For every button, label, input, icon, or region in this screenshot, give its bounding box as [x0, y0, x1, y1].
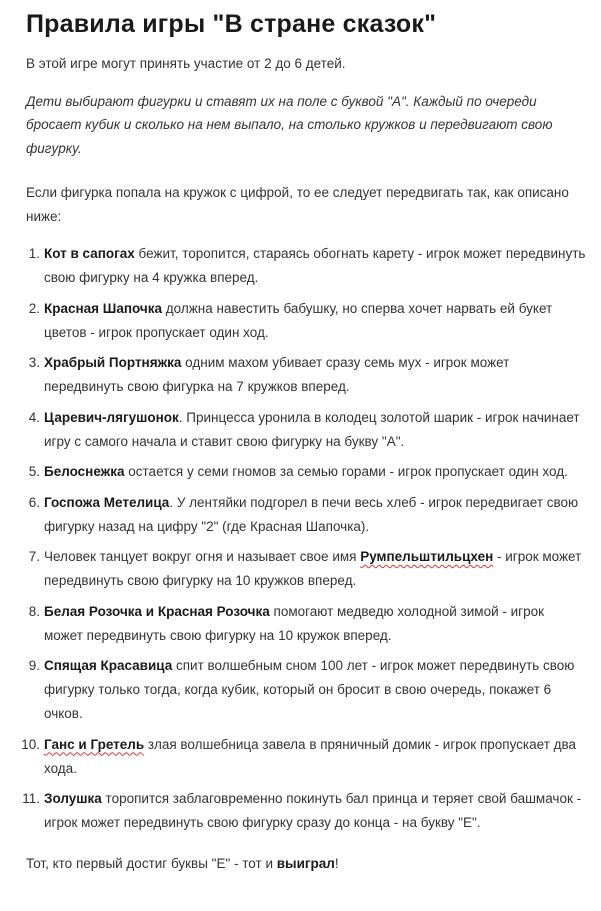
list-number: 1. [28, 246, 40, 261]
rules-list [21, 242, 586, 835]
rule-text: должна навестить бабушку, но сперва хочет нарвать ей букет цветов - игрок пропускает один ход. [44, 300, 553, 340]
list-item [26, 297, 586, 345]
character-name: Белоснежка [44, 464, 125, 479]
character-name: Белая Розочка и Красная Розочка [44, 603, 270, 619]
final-end: ! [334, 856, 339, 871]
rule-text: - игрок может передвинуть свою фигурку на 10 кружков вперед. [44, 549, 582, 588]
rule-text: одним махом убивает сразу семь мух - игрок может передвинуть свою фигурка на 7 кружков вперед. [44, 355, 510, 394]
list-item [26, 351, 586, 399]
italic-instruction: Дети выбирают фигурки и ставят их на поле с буквой "А". Каждый по очереди бросает кубик и сколько на нем выпало, на столько кружков и передвигают свою фигурку. [26, 93, 553, 156]
rule-text: помогают медведю холодной зимой - игрок может передвинуть свою фигурку на 10 кружок вперед. [44, 603, 545, 643]
rule-text: спит волшебным сном 100 лет - игрок может передвинуть свою фигурку только тогда, когда кубик, который он бросит в свою очередь, покажет 6 очков. [44, 658, 575, 721]
rule-text: . У лентяйки подгорел в печи весь хлеб - игрок передвигает свою фигурку назад на цифру "2" (где Красная Шапочка). [44, 494, 579, 534]
list-number: 8. [28, 603, 40, 619]
rule-pre-text: Человек танцует вокруг огня и называет свое имя [44, 549, 361, 564]
character-name: Красная Шапочка [44, 300, 163, 316]
character-name: Храбрый Портняжка [44, 355, 182, 370]
list-number: 6. [28, 494, 40, 510]
list-item [26, 545, 586, 593]
rule-text: злая волшебница завела в пряничный домик - игрок пропускает два хода. [44, 736, 577, 776]
list-item [22, 787, 586, 835]
list-number: 9. [28, 658, 40, 673]
rule-text: . Принцесса уронила в колодец золотой шарик - игрок начинает игру с самого начала и ставит свою фигурку на букву "А". [44, 409, 580, 449]
list-number: 2. [28, 300, 40, 316]
character-name: Кот в сапогах [44, 246, 135, 261]
character-name: Ганс и Гретель [44, 736, 145, 752]
character-name: Царевич-лягушонок [44, 409, 179, 425]
rules-document [21, 8, 586, 876]
list-item [26, 654, 586, 726]
rule-text: бежит, торопится, стараясь обогнать карету - игрок может передвинуть свою фигурку на 4 кружка вперед. [44, 246, 586, 285]
lead-paragraph: Если фигурка попала на кружок с цифрой, то ее следует передвигать так, как описано ниже: [26, 185, 569, 224]
list-number: 3. [28, 355, 40, 370]
final-text: Тот, кто первый достиг буквы "Е" - тот и [26, 856, 277, 871]
list-item [21, 733, 586, 781]
list-number: 11. [22, 791, 40, 806]
character-name: Госпожа Метелица [44, 494, 170, 510]
list-number: 4. [28, 409, 40, 425]
list-item [26, 460, 586, 484]
page-title: Правила игры "В стране сказок" [26, 10, 437, 38]
list-number: 7. [28, 549, 40, 564]
character-name: Золушка [44, 791, 102, 806]
list-item [26, 491, 586, 539]
intro-paragraph: В этой игре могут принять участие от 2 до 6 детей. [26, 56, 346, 71]
list-item [26, 406, 586, 454]
character-name: Румпельштильцхен [360, 549, 494, 564]
character-name: Спящая Красавица [44, 658, 173, 673]
rule-text: остается у семи гномов за семью горами - игрок пропускает один ход. [124, 464, 568, 479]
list-item [26, 600, 586, 648]
list-number: 10. [21, 736, 40, 752]
list-number: 5. [28, 464, 40, 479]
winner-word: выиграл [276, 856, 335, 871]
list-item [26, 242, 586, 290]
final-paragraph [26, 852, 586, 876]
rule-text: торопится заблаговременно покинуть бал принца и теряет свой башмачок - игрок может передвинуть свою фигурку сразу до конца - на букву "Е". [44, 791, 582, 830]
